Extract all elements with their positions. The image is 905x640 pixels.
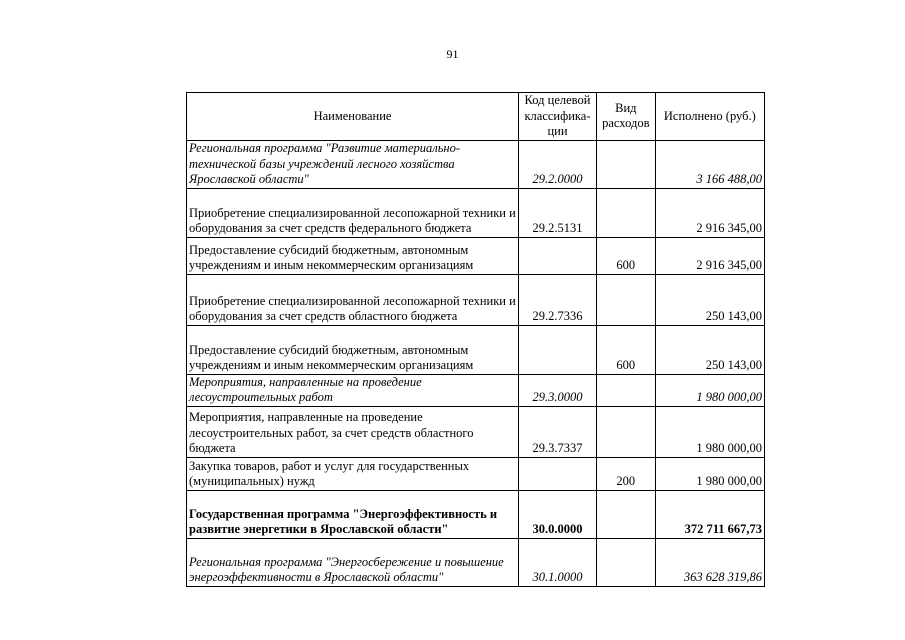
row-code: 30.1.0000 (519, 538, 597, 586)
header-code: Код целевой классифика-ции (519, 93, 597, 141)
row-amount: 1 980 000,00 (655, 374, 764, 406)
row-code: 29.3.0000 (519, 374, 597, 406)
row-amount: 2 916 345,00 (655, 188, 764, 237)
row-code (519, 237, 597, 274)
row-code: 29.2.5131 (519, 188, 597, 237)
row-name: Мероприятия, направленные на проведение лесоустроительных работ, за счет средств областного бюджета (187, 406, 519, 457)
row-code: 30.0.0000 (519, 490, 597, 538)
row-name: Предоставление субсидий бюджетным, автономным учреждениям и иным некоммерческим организациям (187, 237, 519, 274)
row-code (519, 325, 597, 374)
row-code: 29.2.7336 (519, 274, 597, 325)
row-name: Региональная программа "Энергосбережение и повышение энергоэффективности в Ярославской области" (187, 538, 519, 586)
table-row (187, 237, 765, 274)
row-amount: 250 143,00 (655, 325, 764, 374)
row-amount: 363 628 319,86 (655, 538, 764, 586)
row-expense-type (596, 538, 655, 586)
table-row (187, 538, 765, 586)
row-amount: 372 711 667,73 (655, 490, 764, 538)
budget-table (186, 92, 765, 587)
row-expense-type (596, 374, 655, 406)
row-expense-type: 200 (596, 457, 655, 490)
page-number: 91 (446, 47, 459, 61)
row-expense-type (596, 188, 655, 237)
row-name: Приобретение специализированной лесопожарной техники и оборудования за счет средств областного бюджета (187, 274, 519, 325)
header-expense-type: Вид расходов (596, 93, 655, 141)
row-expense-type: 600 (596, 325, 655, 374)
row-amount: 250 143,00 (655, 274, 764, 325)
row-amount: 3 166 488,00 (655, 140, 764, 188)
table-row (187, 374, 765, 406)
row-name: Мероприятия, направленные на проведение лесоустроительных работ (187, 374, 519, 406)
header-executed: Исполнено (руб.) (655, 93, 764, 141)
row-amount: 2 916 345,00 (655, 237, 764, 274)
row-name: Предоставление субсидий бюджетным, автономным учреждениям и иным некоммерческим организациям (187, 325, 519, 374)
row-name: Приобретение специализированной лесопожарной техники и оборудования за счет средств федерального бюджета (187, 188, 519, 237)
table-row (187, 140, 765, 188)
table-row (187, 188, 765, 237)
row-code (519, 457, 597, 490)
row-code: 29.2.0000 (519, 140, 597, 188)
row-expense-type (596, 406, 655, 457)
table-row (187, 406, 765, 457)
row-code: 29.3.7337 (519, 406, 597, 457)
row-expense-type: 600 (596, 237, 655, 274)
table-row (187, 274, 765, 325)
row-amount: 1 980 000,00 (655, 406, 764, 457)
row-name: Региональная программа "Развитие материально-технической базы учреждений лесного хозяйства Ярославской области" (187, 140, 519, 188)
table-row (187, 325, 765, 374)
header-row (187, 93, 765, 141)
row-name: Закупка товаров, работ и услуг для государственных (муниципальных) нужд (187, 457, 519, 490)
table-row (187, 457, 765, 490)
row-expense-type (596, 490, 655, 538)
row-expense-type (596, 140, 655, 188)
row-amount: 1 980 000,00 (655, 457, 764, 490)
row-name: Государственная программа "Энергоэффективность и развитие энергетики в Ярославской области" (187, 490, 519, 538)
header-name: Наименование (187, 93, 519, 141)
table-row (187, 490, 765, 538)
row-expense-type (596, 274, 655, 325)
